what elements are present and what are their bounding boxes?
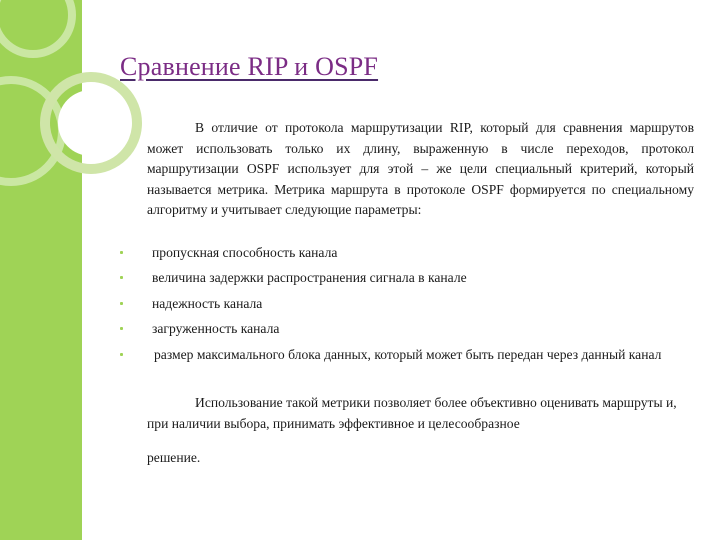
bullet-icon — [120, 276, 123, 279]
list-item — [120, 268, 694, 289]
bullet-icon — [120, 327, 123, 330]
decorative-ring-mask — [58, 90, 124, 156]
intro-paragraph: В отличие от протокола маршрутизации RIP, который для сравнения маршрутов может использовать только их длину, выраженную в числе переходов, протокол маршрутизации OSPF использует для этой – же цели специальный критерий, который называется метрика. Метрика маршрута в протоколе OSPF формируется по специальному алгоритму и учитывает следующие параметры: — [147, 120, 694, 217]
bullet-icon — [120, 251, 123, 254]
conclusion-end: решение. — [147, 450, 201, 465]
list-item-text: надежность канала — [152, 295, 263, 311]
bullet-icon — [120, 302, 123, 305]
list-item-text: пропускная способность канала — [152, 244, 338, 260]
parameter-list — [120, 243, 694, 366]
slide-content — [120, 118, 694, 469]
slide-title: Сравнение RIP и OSPF — [120, 52, 379, 81]
list-item — [120, 319, 694, 340]
list-item-text: размер максимального блока данных, который может быть передан через данный канал — [154, 346, 662, 362]
list-item-text: загруженность канала — [152, 321, 280, 336]
conclusion-paragraph: Использование такой метрики позволяет более объективно оценивать маршруты и, при наличии выбора, принимать эффективное и целесообразное — [147, 395, 677, 431]
decorative-ring-top — [0, 0, 76, 58]
list-item — [120, 345, 694, 366]
list-item-text: величина задержки распространения сигнала в канале — [152, 270, 467, 285]
list-item — [120, 294, 694, 315]
bullet-icon — [120, 353, 123, 356]
list-item — [120, 243, 694, 264]
